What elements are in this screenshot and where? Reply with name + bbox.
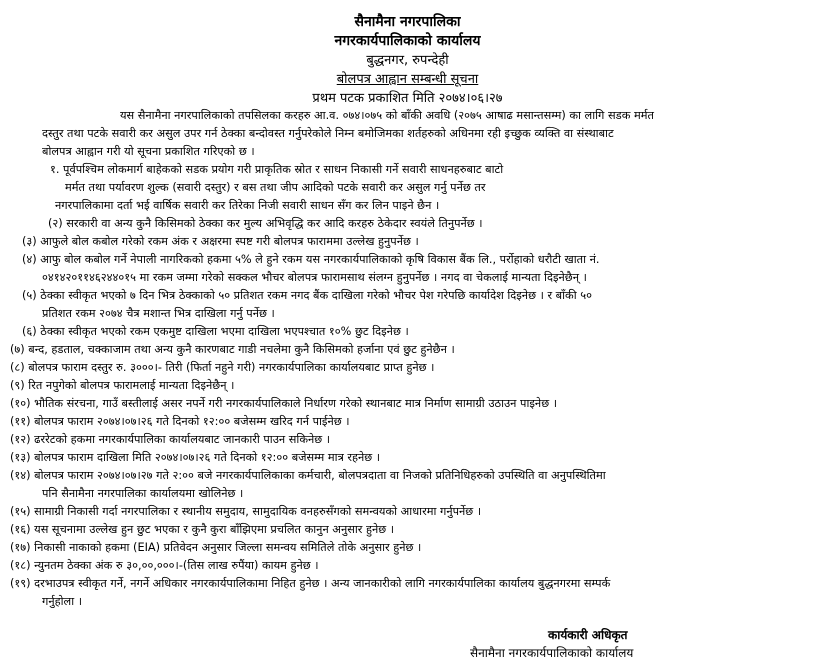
condition-item: मर्मत तथा पर्यावरण शुल्क (सवारी दस्तुर) र बस तथा जीप आदिको पटके सवारी कर असुल गर्नु पर्नेछ तर: [65, 181, 486, 194]
condition-item: (११) बोलपत्र फाराम २०७४।०७।२६ गते दिनको १२:०० बजेसम्म खरिद गर्न पाईनेछ ।: [10, 415, 350, 428]
signatory-office: सैनामैना नगरकार्यपालिकाको कार्यालय: [470, 646, 634, 660]
publication-date: प्रथम पटक प्रकाशित मिति २०७४।०६।२७: [312, 91, 503, 106]
notice-title: बोलपत्र आह्वान सम्बन्धी सूचना: [336, 72, 479, 87]
condition-item: (६) ठेक्का स्वीकृत भएको रकम एकमुष्ट दाखिला भएमा दाखिला भएपश्चात १०% छुट दिइनेछ ।: [22, 325, 409, 338]
org-name: सैनामैना नगरपालिका: [354, 14, 461, 30]
signatory-designation: कार्यकारी अधिकृत: [548, 628, 628, 642]
office-name: नगरकार्यपालिकाको कार्यालय: [334, 33, 481, 49]
condition-item: (१२) ढररेटको हकमा नगरकार्यपालिका कार्यालयबाट जानकारी पाउन सकिनेछ ।: [10, 433, 331, 446]
condition-item: (१७) निकासी नाकाको हकमा (EIA) प्रतिवेदन अनुसार जिल्ला समन्वय समितिले तोके अनुसार हुनेछ ।: [10, 541, 422, 554]
body-line: यस सैनामैना नगरपालिकाको तपसिलका करहरु आ.व. ०७४।०७५ को बाँकी अवधि (२०७५ आषाढ मसान्तसम्म) का लागि सडक मर्मत: [120, 109, 654, 122]
condition-item: (९) रित नपुगेको बोलपत्र फारामलाई मान्यता दिइनेछैन् ।: [10, 379, 235, 392]
condition-item: (१९) दरभाउपत्र स्वीकृत गर्ने, नगर्ने अधिकार नगरकार्यपालिकामा निहित हुनेछ । अन्य जानकारीको लागि नगरकार्यपालिका कार्यालय बुद्धनगरमा सम्पर्क: [10, 577, 611, 590]
condition-item: (७) बन्द, हडताल, चक्काजाम तथा अन्य कुनै कारणबाट गाडी नचलेमा कुनै किसिमको हर्जाना एवं छुट हुनेछैन ।: [10, 343, 455, 356]
condition-item: (१८) न्युनतम ठेक्का अंक रु ३०,००,०००।-(तिस लाख रुपैंया) कायम हुनेछ ।: [10, 559, 319, 572]
condition-item: (१०) भौतिक संरचना, गाउँ बस्तीलाई असर नपर्ने गरी नगरकार्यपालिकाले निर्धारण गरेको स्थानबाट मात्र निर्माण सामाग्री उठाउन पाइनेछ ।: [10, 397, 557, 410]
body-line: बोलपत्र आह्वान गरी यो सूचना प्रकाशित गरिएको छ ।: [42, 145, 255, 158]
condition-item: १. पूर्वपश्चिम लोकमार्ग बाहेकको सडक प्रयोग गरी प्राकृतिक स्रोत र साधन निकासी गर्ने सवारी साधनहरुबाट बाटो: [50, 163, 504, 176]
condition-item: (१६) यस सूचनामा उल्लेख हुन छुट भएका र कुनै कुरा बाँझिएमा प्रचलित कानुन अनुसार हुनेछ ।: [10, 523, 395, 536]
condition-item: (८) बोलपत्र फाराम दस्तुर रु. ३०००।- तिरी (फिर्ता नहुने गरी) नगरकार्यपालिका कार्यालयबाट प्राप्त हुनेछ ।: [10, 361, 435, 374]
condition-item: (१५) सामाग्री निकासी गर्दा नगरपालिका र स्थानीय समुदाय, सामुदायिक वनहरुसँगको समन्वयको आधारमा गर्नुपर्नेछ ।: [10, 505, 482, 518]
condition-item: (१३) बोलपत्र फाराम दाखिला मिति २०७४।०७।२६ गते दिनको १२:०० बजेसम्म मात्र रहनेछ ।: [10, 451, 381, 464]
address: बुद्धनगर, रुपन्देही: [366, 53, 449, 68]
body-line: दस्तुर तथा पटके सवारी कर असुल उपर गर्न ठेक्का बन्दोवस्त गर्नुपरेकोले निम्न बमोजिमका शर्तहरुको अधिनमा रही इच्छुक व्यक्ति वा संस्थाबाट: [42, 127, 614, 140]
condition-item: (२) सरकारी वा अन्य कुनै किसिमको ठेक्का कर मुल्य अभिवृद्धि कर आदि करहरु ठेकेदार स्वयंले तिनुपर्नेछ ।: [48, 217, 483, 230]
condition-item: (४) आफु बोल कबोल गर्ने नेपाली नागरिकको हकमा ५% ले हुने रकम यस नगरकार्यपालिकाको कृषि विकास बैंक लि., पर्रोहाको धरौटी खाता नं.: [22, 253, 600, 266]
condition-item: प्रतिशत रकम २०७४ चैत्र मशान्त भित्र दाखिला गर्नु पर्नेछ ।: [42, 307, 275, 320]
condition-item: नगरपालिकामा दर्ता भई वार्षिक सवारी कर तिरेका निजी सवारी साधन सँग कर लिन पाइने छैन ।: [55, 199, 440, 212]
condition-item: ०४१४२०११४६२४४०१५ मा रकम जम्मा गरेको सक्कल भौचर बोलपत्र फारामसाथ संलग्न हुनुपर्नेछ । नगद वा चेकलाई मान्यता दिइनेछैन् ।: [42, 271, 587, 284]
condition-item: पनि सैनामैना नगरपालिका कार्यालयमा खोलिनेछ ।: [42, 487, 244, 500]
condition-item: (३) आफुले बोल कबोल गरेको रकम अंक र अक्षरमा स्पष्ट गरी बोलपत्र फाराममा उल्लेख हुनुपर्नेछ ।: [22, 235, 419, 248]
condition-item: गर्नुहोला ।: [42, 595, 83, 608]
condition-item: (५) ठेक्का स्वीकृत भएको ७ दिन भित्र ठेक्काको ५० प्रतिशत रकम नगद बैंक दाखिला गरेको भौचर पेश गरेपछि कार्यादेश दिइनेछ । र बाँकी ५०: [22, 289, 592, 302]
condition-item: (१४) बोलपत्र फाराम २०७४।०७।२७ गते २:०० बजे नगरकार्यपालिकाका कर्मचारी, बोलपत्रदाता वा निजको प्रतिनिधिहरुको उपस्थिति वा अनुपस्थितिमा: [10, 469, 606, 482]
